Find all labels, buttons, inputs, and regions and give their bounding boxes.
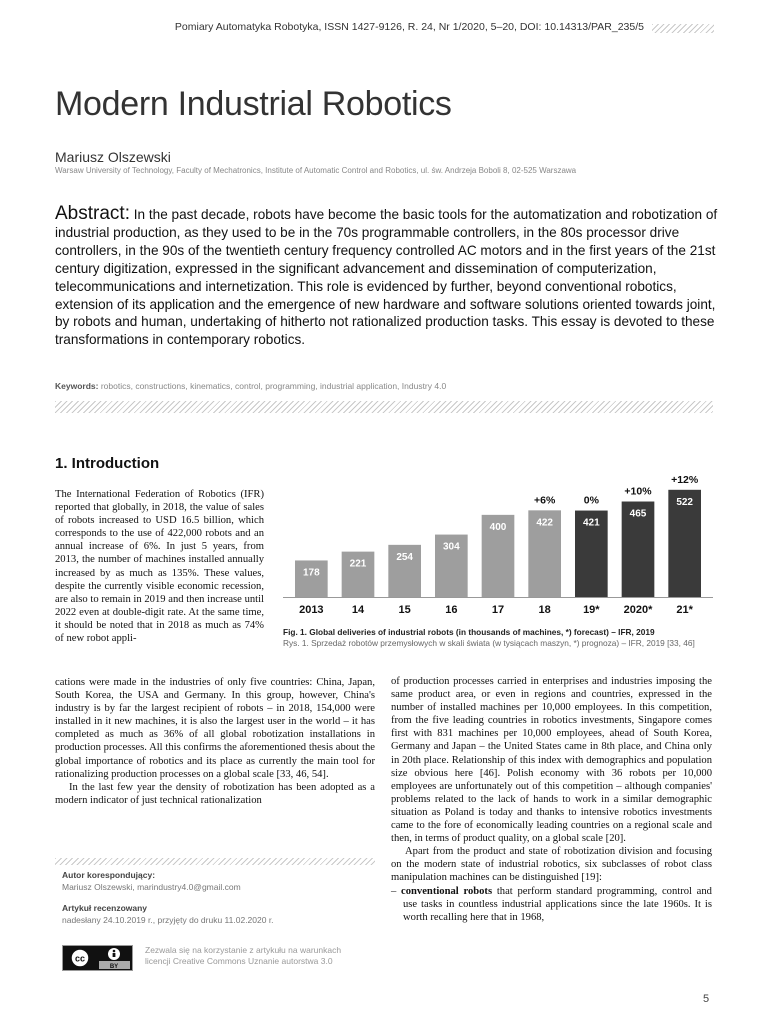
abstract bbox=[55, 205, 720, 349]
robot-subclass-list bbox=[391, 885, 712, 924]
bar-value-label: 465 bbox=[629, 508, 647, 520]
x-tick-label: 18 bbox=[538, 604, 551, 616]
x-tick-label: 14 bbox=[351, 604, 365, 616]
author-name: Mariusz Olszewski bbox=[55, 149, 171, 165]
bullet-term: conventional robots bbox=[401, 885, 493, 897]
review-text: nadesłany 24.10.2019 r., przyjęty do druku 11.02.2020 r. bbox=[62, 914, 274, 925]
bar-value-label: 522 bbox=[676, 496, 694, 508]
bullet-text: that perform standard programming, control and use tasks in countless industrial applications since the late 1960s. It is worth recalling here that in 1968, bbox=[403, 885, 712, 923]
bar-value-label: 254 bbox=[396, 551, 414, 563]
paragraph: In the last few year the density of robotization has been adopted as a modern indicator of just technical rationalization bbox=[55, 781, 375, 806]
bar-value-label: 304 bbox=[442, 541, 460, 553]
abstract-text: In the past decade, robots have become the basic tools for the automatization and robotization of industrial production, as they used to be in the 70s programmable controllers, in the 80s processor drive controllers, in the 90s of the twentieth century frequency controlled AC motors and in the first years of the 21st century digitization, expressed in the significant advancement and dissemination of computerization, telecommunications and internetization. This role is evidenced by further, beyond conventional robotics, extension of its application and the emergence of new hardware and software solutions oriented towards joint, by robots and human, undertaking of hitherto not rationalized production tasks. This essay is devoted to these transformations in contemporary robotics. bbox=[55, 207, 718, 348]
keywords-text: robotics, constructions, kinematics, control, programming, industrial application, Industry 4.0 bbox=[100, 381, 447, 391]
section-divider-hatch bbox=[55, 401, 713, 413]
bar-value-label: 422 bbox=[536, 517, 554, 529]
license-line-1: Zezwala się na korzystanie z artykułu na warunkach bbox=[145, 945, 342, 955]
x-tick-label: 16 bbox=[445, 604, 458, 616]
body-column-1-top: The International Federation of Robotics (IFR) reported that globally, in 2018, the value of sales of robots increased to USD 16.5 billion, which corresponds to the use of 422,000 robots and an annual increase of 6%. In just 5 years, from 2013, the number of machines installed annually increased by as much as 135%. These values, despite the currently visible economic recession, are also to remain in 2019 and then increase until 2022 even at double-digit rate. At the same time, it should be noted that in 2018 as much as 74% of new robot appli- bbox=[55, 489, 264, 645]
page-number: 5 bbox=[703, 993, 710, 1005]
header-hatch-decoration bbox=[652, 24, 714, 33]
growth-label: +12% bbox=[671, 473, 699, 486]
corr-text: Mariusz Olszewski, marindustry4.0@gmail.com bbox=[62, 881, 241, 892]
bar-value-label: 400 bbox=[489, 521, 507, 533]
x-tick-label: 17 bbox=[491, 604, 505, 616]
by-label: BY bbox=[109, 964, 119, 970]
keywords-label: Keywords: bbox=[55, 381, 99, 391]
journal-citation: Pomiary Automatyka Robotyka, ISSN 1427-9126, R. 24, Nr 1/2020, 5–20, DOI: 10.14313/PAR_235/5 bbox=[174, 21, 644, 33]
body-column-1-bottom bbox=[55, 676, 375, 807]
x-tick-label: 19* bbox=[583, 604, 600, 616]
figure-caption bbox=[283, 627, 713, 649]
abstract-label: Abstract: bbox=[55, 203, 130, 224]
correspondence-block bbox=[62, 870, 274, 926]
bullet-dash: – bbox=[391, 885, 397, 897]
x-tick-label: 2013 bbox=[299, 604, 324, 616]
corr-label: Autor korespondujący: bbox=[62, 870, 156, 880]
list-item bbox=[391, 885, 712, 924]
license-line-2: licencji Creative Commons Uznanie autorstwa 3.0 bbox=[145, 956, 333, 966]
x-tick-label: 2020* bbox=[623, 604, 653, 616]
cc-icon-label: cc bbox=[74, 953, 86, 964]
paragraph: Apart from the product and state of robotization division and focusing on the modern state of industrial robotics, six subclasses of robot class manipulation machines can be distinguished [19]: bbox=[391, 846, 712, 884]
figure-caption-en: Fig. 1. Global deliveries of industrial robots (in thousands of machines, *) forecast) – IFR, 2019 bbox=[283, 627, 655, 637]
deliveries-bar-chart bbox=[283, 460, 713, 620]
figure-caption-pl: Rys. 1. Sprzedaż robotów przemysłowych w skali świata (w tysiącach maszyn, *) prognoza) – IFR, 2019 [33, 46] bbox=[283, 638, 695, 648]
bar-value-label: 421 bbox=[582, 517, 600, 529]
growth-label: +6% bbox=[534, 494, 556, 507]
paragraph: cations were made in the industries of only five countries: China, Japan, South Korea, the USA and Germany. In this group, however, China's industry is by far the largest recipient of robots – in 2018, 154,000 were installed in it new machines, it is also the largest user in the world – it has completed as much as 36% of all global robotization installations in production processes. All this confirms the aforementioned thesis about the global importance of robotics and its place as currently the main tool for rationalizing production processes on a global scale [33, 46, 54]. bbox=[55, 677, 375, 780]
keywords bbox=[55, 381, 446, 391]
article-title: Modern Industrial Robotics bbox=[55, 85, 452, 123]
x-tick-label: 15 bbox=[398, 604, 411, 616]
bar-2013 bbox=[295, 560, 328, 597]
paragraph: of production processes carried in enterprises and industries imposing the same product area, or even in regions and countries, expressed in the number of installed machines per 10,000 employees. In this competition, from the five leading countries in robotics investments, Singapore comes first with 831 machines per 10,000 employees, ahead of South Korea, Germany and Japan – the United States came in 8th place, and China only in 20th place. Relationship of this index with demographics and population size obvious here [46]. Polish economy with 36 robots per 10,000 employees are unfortunately out of this competition – although companies' problems related to the lack of hands to work in a similar demographic situation as Poland is today and thanks to intensive robotics investments came to the fore of economically leading countries on a regional scale and then, in terms of product quality, on a global scale [20]. bbox=[391, 676, 712, 845]
growth-label: 0% bbox=[583, 494, 599, 507]
section-heading: 1. Introduction bbox=[55, 455, 160, 472]
review-label: Artykuł recenzowany bbox=[62, 903, 148, 913]
body-column-2 bbox=[391, 675, 712, 924]
growth-label: +10% bbox=[624, 485, 652, 498]
bar-value-label: 178 bbox=[302, 567, 320, 579]
cc-by-license-badge[interactable] bbox=[62, 945, 133, 971]
footer-hatch-decoration bbox=[55, 858, 375, 865]
x-tick-label: 21* bbox=[676, 604, 693, 616]
author-affiliation: Warsaw University of Technology, Faculty of Mechatronics, Institute of Automatic Control and Robotics, ul. św. Andrzeja Boboli 8, 02-525 Warszawa bbox=[55, 166, 577, 175]
bar-value-label: 221 bbox=[349, 558, 367, 570]
license-text bbox=[145, 945, 341, 967]
